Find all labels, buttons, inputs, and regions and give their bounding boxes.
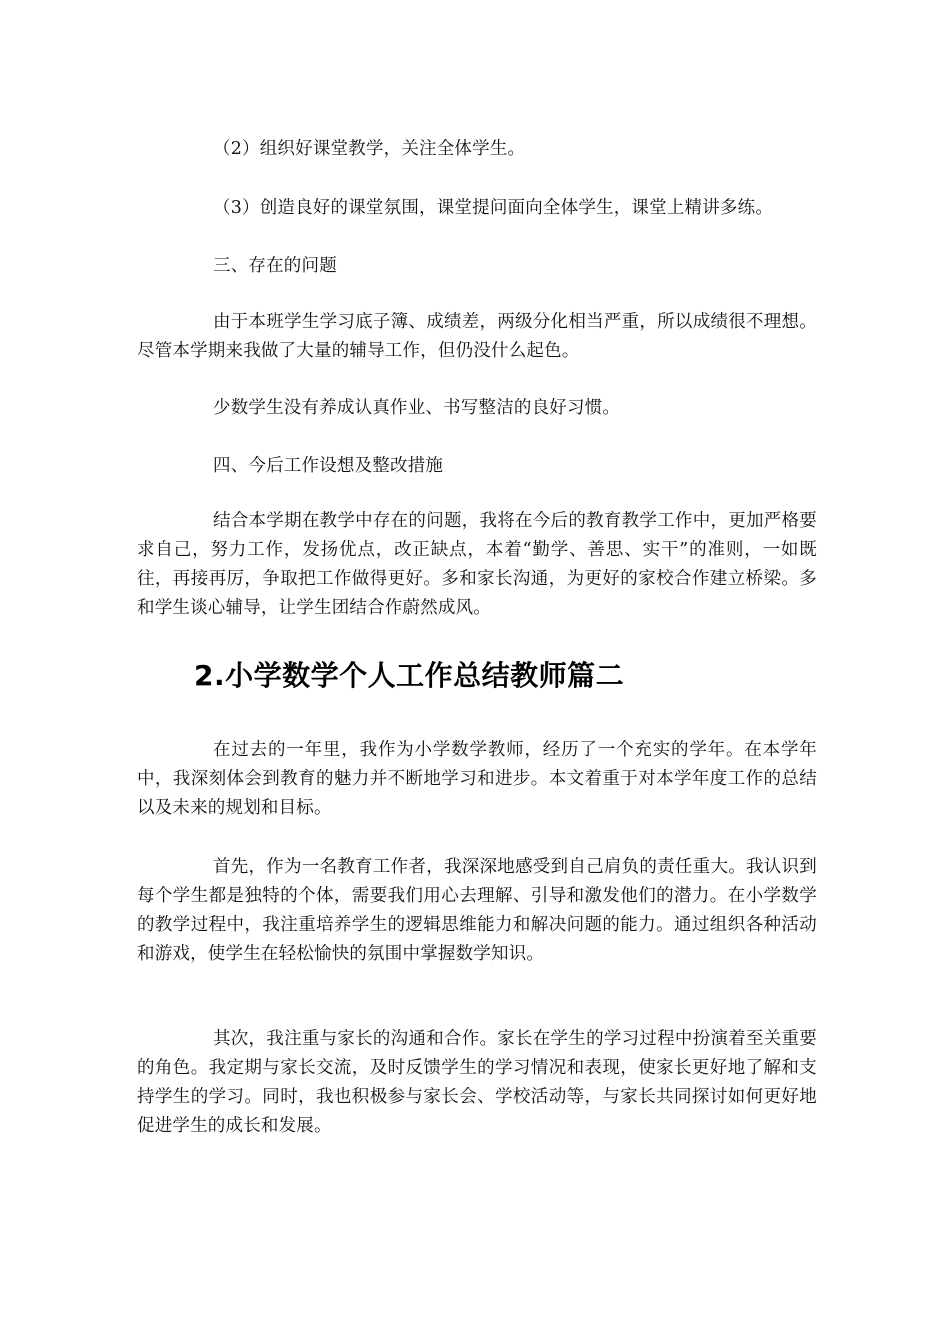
paragraph-problems-1: 由于本班学生学习底子簿、成绩差，两级分化相当严重，所以成绩很不理想。尽管本学期来我做了大量的辅导工作，但仍没什么起色。 [137,312,817,361]
paragraph-item-2: （2）组织好课堂教学，关注全体学生。 [213,139,526,159]
section-title-future-plans: 四、今后工作设想及整改措施 [213,456,444,476]
paragraph-second: 其次，我注重与家长的沟通和合作。家长在学生的学习过程中扮演着至关重要的角色。我定期与家长交流，及时反馈学生的学习情况和表现，使家长更好地了解和支持学生的学习。同时，我也积极参与家长会、学校活动等，与家长共同探讨如何更好地促进学生的成长和发展。 [137,1029,817,1136]
section-heading: 2.小学数学个人工作总结教师篇二 [194,659,625,692]
paragraph-first: 首先，作为一名教育工作者，我深深地感受到自己肩负的责任重大。我认识到每个学生都是独特的个体，需要我们用心去理解、引导和激发他们的潜力。在小学数学的教学过程中，我注重培养学生的逻辑思维能力和解决问题的能力。通过组织各种活动和游戏，使学生在轻松愉快的氛围中掌握数学知识。 [137,857,817,964]
paragraph-item-3: （3）创造良好的课堂氛围，课堂提问面向全体学生，课堂上精讲多练。 [213,198,774,218]
paragraph-intro: 在过去的一年里，我作为小学数学教师，经历了一个充实的学年。在本学年中，我深刻体会到教育的魅力并不断地学习和进步。本文着重于对本学年度工作的总结以及未来的规划和目标。 [137,740,817,818]
section-title-problems: 三、存在的问题 [213,256,337,276]
paragraph-future-plans: 结合本学期在教学中存在的问题，我将在今后的教育教学工作中，更加严格要求自己，努力工作，发扬优点，改正缺点，本着“勤学、善思、实干”的准则，一如既往，再接再厉，争取把工作做得更好。多和家长沟通，为更好的家校合作建立桥梁。多和学生谈心辅导，让学生团结合作蔚然成风。 [137,511,817,618]
paragraph-problems-2: 少数学生没有养成认真作业、书写整洁的良好习惯。 [213,398,621,418]
